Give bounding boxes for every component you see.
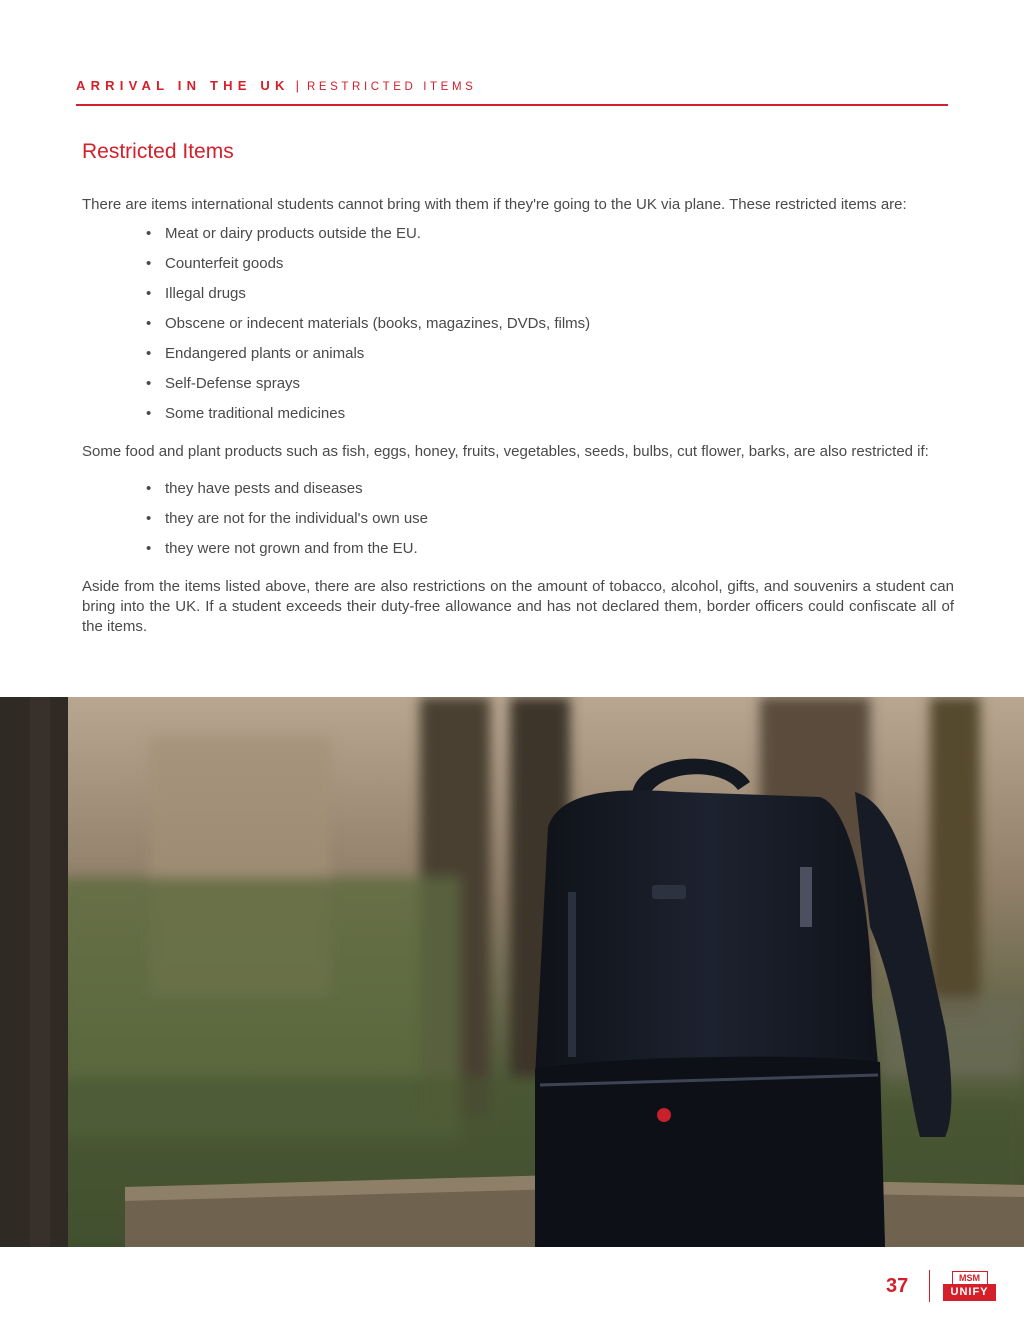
footer-divider bbox=[929, 1270, 930, 1302]
conditions-list bbox=[82, 479, 954, 569]
list-item: • Meat or dairy products outside the EU. bbox=[146, 224, 954, 254]
header-separator: | bbox=[295, 78, 299, 93]
page-title: Restricted Items bbox=[82, 140, 234, 163]
closing-paragraph: Aside from the items listed above, there are also restrictions on the amount of tobacco, alcohol, gifts, and souvenirs a student can bring into the UK. If a student exceeds their duty-free allowance and has not declared them, border officers could confiscate all of the items. bbox=[82, 578, 954, 635]
list-item: • Endangered plants or animals bbox=[146, 344, 954, 374]
logo-bottom-text: UNIFY bbox=[943, 1284, 996, 1301]
food-paragraph: Some food and plant products such as fish, eggs, honey, fruits, vegetables, seeds, bulbs, cut flower, barks, are also restricted if: bbox=[82, 443, 929, 460]
msm-unify-logo bbox=[943, 1271, 996, 1302]
header-rule bbox=[76, 104, 948, 106]
list-item: • Some traditional medicines bbox=[146, 404, 954, 434]
logo-top-text: MSM bbox=[952, 1271, 988, 1284]
list-item: • Illegal drugs bbox=[146, 284, 954, 314]
list-item: • they were not grown and from the EU. bbox=[146, 539, 954, 569]
list-item: • they are not for the individual's own use bbox=[146, 509, 954, 539]
list-item: • Obscene or indecent materials (books, magazines, DVDs, films) bbox=[146, 314, 954, 344]
header-subsection: RESTRICTED ITEMS bbox=[306, 81, 477, 93]
list-item: • Self-Defense sprays bbox=[146, 374, 954, 404]
running-header bbox=[76, 78, 476, 95]
list-item: • they have pests and diseases bbox=[146, 479, 954, 509]
list-item: • Counterfeit goods bbox=[146, 254, 954, 284]
restricted-items-list bbox=[82, 224, 954, 434]
intro-paragraph: There are items international students cannot bring with them if they're going to the UK via plane. These restricted items are: bbox=[82, 196, 907, 213]
page-number: 37 bbox=[886, 1275, 909, 1297]
body-content bbox=[82, 195, 954, 637]
backpack-photo bbox=[0, 697, 1024, 1247]
header-section: ARRIVAL IN THE UK bbox=[76, 78, 290, 93]
